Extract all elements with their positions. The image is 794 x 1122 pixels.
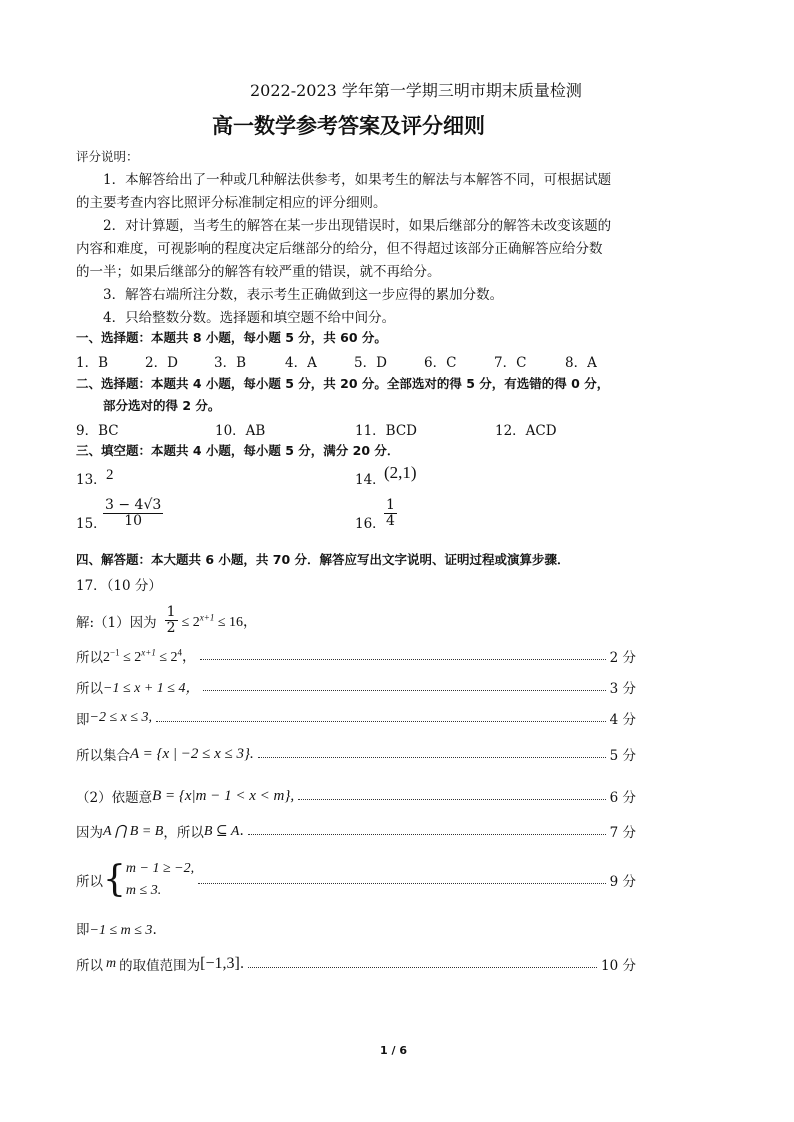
mc-answer: 4．A xyxy=(285,355,317,371)
step-prefix: 即 xyxy=(76,712,90,728)
step-text: 的取值范围为 xyxy=(119,958,201,974)
fraction xyxy=(103,498,163,530)
notes-heading: 评分说明： xyxy=(76,149,139,164)
section-heading: 二、选择题：本题共 4 小题，每小题 5 分，共 20 分。全部选对的得 5 分，有选错的得 0 分， xyxy=(76,376,610,391)
leader-dots xyxy=(198,883,606,884)
step-math: A = {x | −2 ≤ x ≤ 3}. xyxy=(130,745,254,762)
step-score: 2 分 xyxy=(609,650,636,666)
solution-step xyxy=(76,676,636,698)
step-score: 3 分 xyxy=(609,681,636,697)
step-math: $2^{-1} \le 2^{x+1} \le 2^4$， xyxy=(103,647,197,665)
question-title: 17．（10 分） xyxy=(76,578,162,594)
leader-dots xyxy=(200,659,606,660)
mc-answer: 1．B xyxy=(76,355,109,371)
step-score: 7 分 xyxy=(609,825,636,841)
step-text: ，所以 xyxy=(163,825,204,841)
note-line: 2．对计算题，当考生的解答在某一步出现错误时，如果后继部分的解答未改变该题的 xyxy=(103,218,612,234)
solution-step xyxy=(76,605,257,637)
page-number: 1 / 6 xyxy=(380,1044,407,1057)
step-math: −2 ≤ x ≤ 3, xyxy=(89,710,153,725)
fill-label: 13． xyxy=(76,472,107,488)
leader-dots xyxy=(248,967,597,968)
step-prefix: 解:（1）因为 xyxy=(76,614,157,631)
section-heading: 三、填空题：本题共 4 小题，每小题 5 分，满分 20 分． xyxy=(76,443,400,458)
fill-label: 16． xyxy=(355,516,386,532)
fill-label: 14． xyxy=(355,472,386,488)
step-score: 9 分 xyxy=(609,874,636,890)
step-prefix: 所以 xyxy=(76,650,103,666)
note-line: 4．只给整数分数。选择题和填空题不给中间分。 xyxy=(103,310,396,326)
mc-answer: 6．C xyxy=(424,355,457,371)
fill-answer: 2 xyxy=(106,467,114,483)
step-math: B = {x|m − 1 < x < m}, xyxy=(152,787,295,804)
system-line: m ≤ 3. xyxy=(125,883,162,898)
multi-answer: 10．AB xyxy=(215,423,266,439)
step-score: 10 分 xyxy=(601,958,636,974)
note-line: 的一半；如果后继部分的解答有较严重的错误，就不再给分。 xyxy=(76,264,441,280)
fraction-numerator: 3 − 4√3 xyxy=(105,497,162,513)
fraction-denominator: 10 xyxy=(124,513,143,530)
section-heading-cont: 部分选对的得 2 分。 xyxy=(103,398,221,413)
section-heading: 四、解答题：本大题共 6 小题，共 70 分．解答应写出文字说明、证明过程或演算步骤． xyxy=(76,552,570,567)
note-line: 1．本解答给出了一种或几种解法供参考，如果考生的解法与本解答不同，可根据试题 xyxy=(103,172,612,188)
step-math: m xyxy=(106,956,117,971)
multi-answer: 11．BCD xyxy=(355,423,418,439)
mc-answer: 8．A xyxy=(565,355,597,371)
note-line: 3．解答右端所注分数，表示考生正确做到这一步应得的累加分数。 xyxy=(103,287,504,303)
fraction: $\frac{1}{2}$ xyxy=(166,604,176,637)
step-prefix: 即 xyxy=(76,922,90,938)
fraction-numerator: 1 xyxy=(386,497,395,513)
mc-answer: 5．D xyxy=(354,355,387,371)
leader-dots xyxy=(298,799,606,800)
left-brace: { xyxy=(103,859,126,900)
document-title: 高一数学参考答案及评分细则 xyxy=(212,114,485,138)
multi-answer: 9．BC xyxy=(76,423,119,439)
leader-dots xyxy=(258,757,606,758)
step-math: B ⊆ A xyxy=(203,823,240,839)
solution-step: 即−1 ≤ m ≤ 3. xyxy=(76,922,157,938)
document-subtitle: 2022-2023 学年第一学期三明市期末质量检测 xyxy=(250,81,582,100)
step-score: 6 分 xyxy=(609,790,636,806)
step-prefix: （2）依题意 xyxy=(76,790,153,806)
step-math: [−1,3] xyxy=(200,955,240,972)
step-math: −1 ≤ x + 1 ≤ 4， xyxy=(103,681,200,696)
mc-answer: 2．D xyxy=(145,355,178,371)
equation-system xyxy=(126,858,194,902)
step-score: 5 分 xyxy=(609,748,636,764)
fill-label: 15． xyxy=(76,516,107,532)
mc-answer: 3．B xyxy=(214,355,247,371)
step-prefix: 所以集合 xyxy=(76,748,130,764)
leader-dots xyxy=(248,834,606,835)
solution-step xyxy=(76,645,636,667)
solution-step xyxy=(76,707,636,729)
mc-answer: 7．C xyxy=(494,355,527,371)
step-prefix: 所以 xyxy=(76,958,103,974)
fraction xyxy=(384,498,397,530)
step-math: A ⋂ B = B xyxy=(103,823,164,839)
solution-step xyxy=(76,743,636,765)
step-prefix: 所以 xyxy=(76,681,103,697)
leader-dots xyxy=(203,690,605,691)
fraction-denominator: 4 xyxy=(386,513,395,530)
solution-step xyxy=(76,858,636,902)
note-line: 的主要考查内容比照评分标准制定相应的评分细则。 xyxy=(76,195,387,211)
system-line: m − 1 ≥ −2, xyxy=(125,861,195,876)
step-math: −1 ≤ m ≤ 3 xyxy=(89,923,153,938)
solution-step: 因为 A ⋂ B = B ，所以 B ⊆ A . 7 分 xyxy=(76,823,636,841)
multi-answer: 12．ACD xyxy=(495,423,557,439)
fill-answer: (2,1) xyxy=(384,463,417,482)
leader-dots xyxy=(156,721,606,722)
note-line: 内容和难度，可视影响的程度决定后继部分的给分，但不得超过该部分正确解答应给分数 xyxy=(76,241,603,257)
step-score: 4 分 xyxy=(609,712,636,728)
solution-step xyxy=(76,785,636,807)
step-prefix: 所以 xyxy=(76,874,103,890)
section-heading: 一、选择题：本题共 8 小题，每小题 5 分，共 60 分。 xyxy=(76,330,387,345)
step-math: ≤ $2^{x+1} \le 16$， xyxy=(181,612,258,630)
solution-step: 所以 m 的取值范围为 [−1,3] . 10 分 xyxy=(76,955,636,974)
step-prefix: 因为 xyxy=(76,825,103,841)
